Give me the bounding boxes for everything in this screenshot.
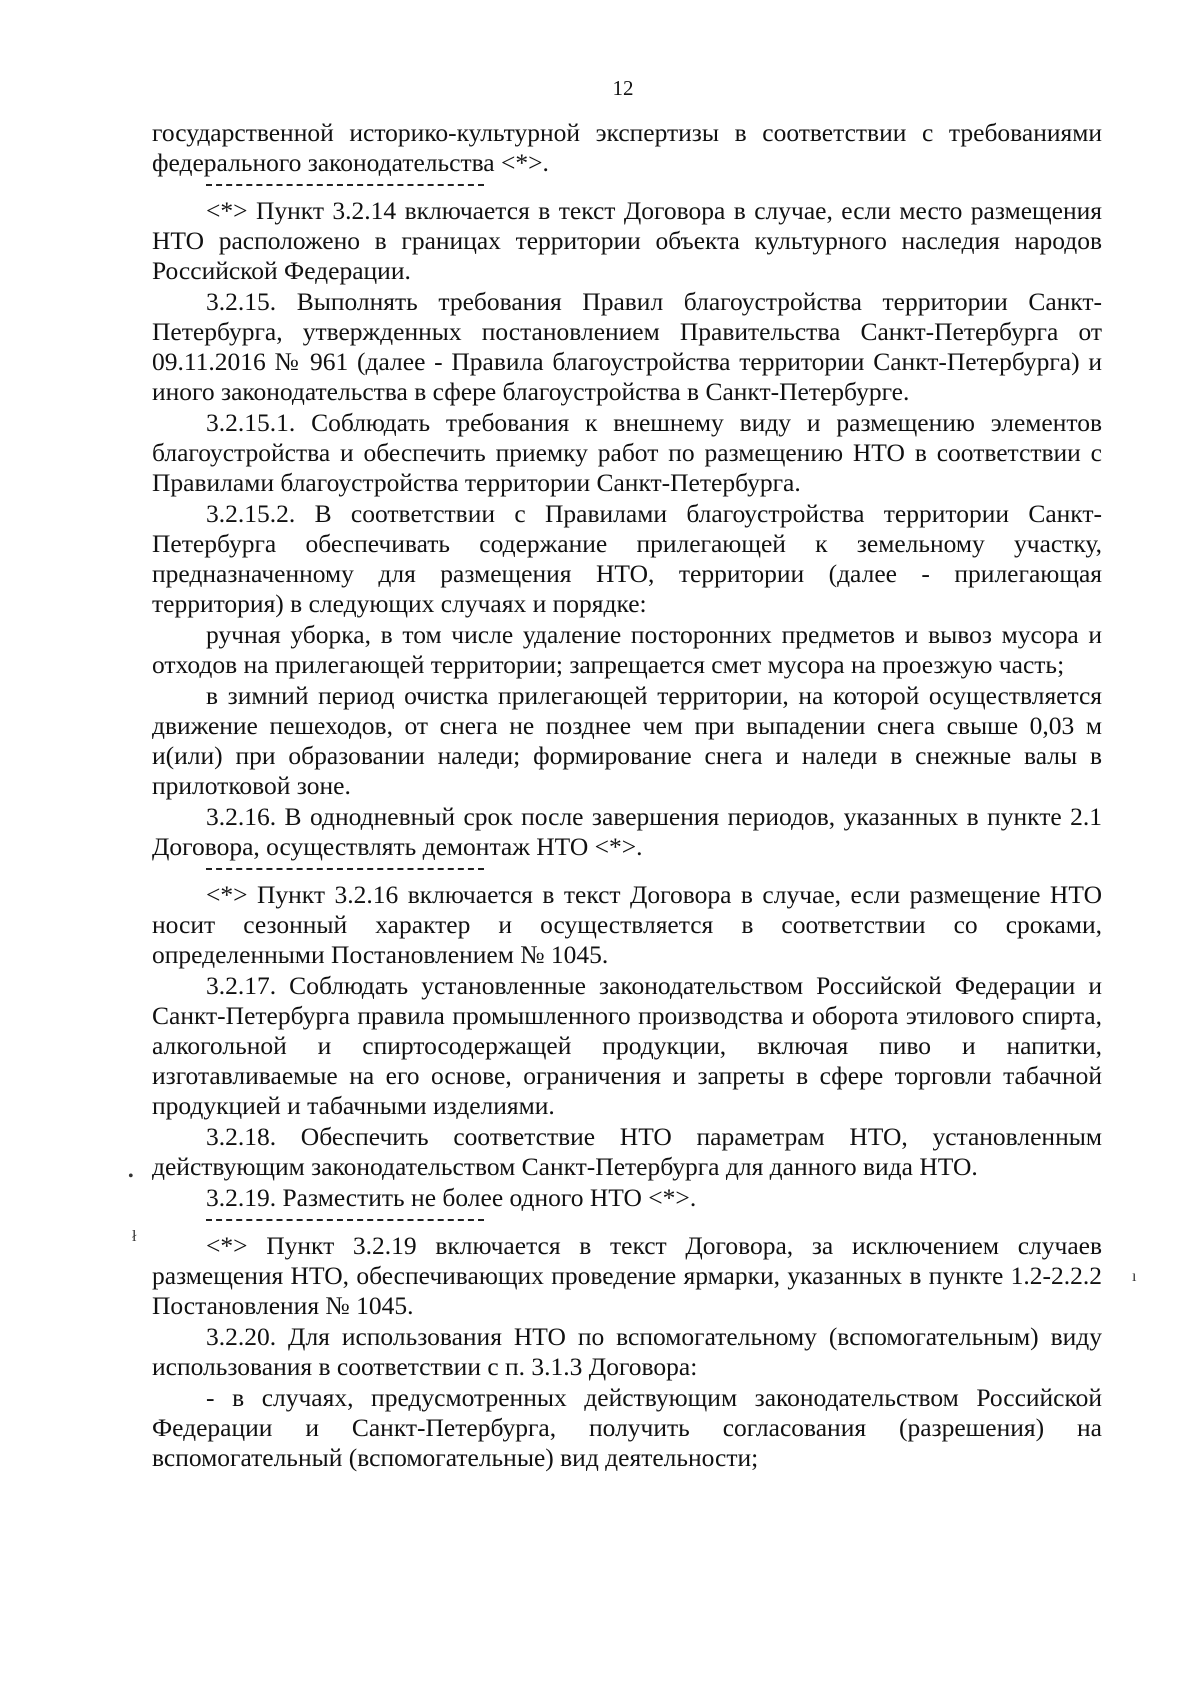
page-number: 12: [612, 76, 634, 100]
footnote: <*> Пункт 3.2.14 включается в текст Договора в случае, если место размещения НТО расположено в границах территории объекта культурного наследия народов Российской Федерации.: [152, 196, 1102, 285]
paragraph: 3.2.18. Обеспечить соответствие НТО параметрам НТО, установленным действующим законодательством Санкт-Петербурга для данного вида НТО.: [152, 1122, 1102, 1181]
footnote-separator: [206, 184, 484, 186]
paragraph: 3.2.15.2. В соответствии с Правилами благоустройства территории Санкт-Петербурга обеспечивать содержание прилегающей к земельному участку, предназначенному для размещения НТО, территории (далее - прилегающая территория) в следующих случаях и порядке:: [152, 499, 1102, 618]
paragraph: 3.2.19. Разместить не более одного НТО <*>.: [206, 1183, 697, 1212]
paragraph: в зимний период очистка прилегающей территории, на которой осуществляется движение пешеходов, от снега не позднее чем при выпадении снега свыше 0,03 м и(или) при образовании наледи; формирование снега и наледи в снежные валы в прилотковой зоне.: [152, 681, 1102, 800]
scan-speck: ı: [1132, 1268, 1137, 1285]
paragraph: 3.2.20. Для использования НТО по вспомогательному (вспомогательным) виду использования в соответствии с п. 3.1.3 Договора:: [152, 1322, 1102, 1381]
paragraph: 3.2.15.1. Соблюдать требования к внешнему виду и размещению элементов благоустройства и обеспечить приемку работ по размещению НТО в соответствии с Правилами благоустройства территории Санкт-Петербурга.: [152, 408, 1102, 497]
paragraph: 3.2.15. Выполнять требования Правил благоустройства территории Санкт-Петербурга, утвержденных постановлением Правительства Санкт-Петербурга от 09.11.2016 № 961 (далее - Правила благоустройства территории Санкт-Петербурга) и иного законодательства в сфере благоустройства в Санкт-Петербурге.: [152, 287, 1102, 406]
footnote: <*> Пункт 3.2.16 включается в текст Договора в случае, если размещение НТО носит сезонный характер и осуществляется в соответствии со сроками, определенными Постановлением № 1045.: [152, 880, 1102, 969]
scan-speck: •: [128, 1168, 134, 1185]
paragraph: - в случаях, предусмотренных действующим законодательством Российской Федерации и Санкт-Петербурга, получить согласования (разрешения) на вспомогательный (вспомогательные) вид деятельности;: [152, 1383, 1102, 1472]
paragraph: государственной историко-культурной экспертизы в соответствии с требованиями федерального законодательства <*>.: [152, 118, 1102, 177]
paragraph: 3.2.17. Соблюдать установленные законодательством Российской Федерации и Санкт-Петербурга правила промышленного производства и оборота этилового спирта, алкогольной и спиртосодержащей продукции, включая пиво и напитки, изготавливаемые на его основе, ограничения и запреты в сфере торговли табачной продукцией и табачными изделиями.: [152, 971, 1102, 1120]
footnote-separator: [206, 868, 484, 870]
paragraph: 3.2.16. В однодневный срок после завершения периодов, указанных в пункте 2.1 Договора, осуществлять демонтаж НТО <*>.: [152, 802, 1102, 861]
scan-speck: ł: [132, 1228, 137, 1245]
paragraph: ручная уборка, в том числе удаление посторонних предметов и вывоз мусора и отходов на прилегающей территории; запрещается смет мусора на проезжую часть;: [152, 620, 1102, 679]
footnote: <*> Пункт 3.2.19 включается в текст Договора, за исключением случаев размещения НТО, обеспечивающих проведение ярмарки, указанных в пункте 1.2-2.2.2 Постановления № 1045.: [152, 1231, 1102, 1320]
footnote-separator: [206, 1219, 484, 1221]
document-body: [152, 118, 1102, 1473]
